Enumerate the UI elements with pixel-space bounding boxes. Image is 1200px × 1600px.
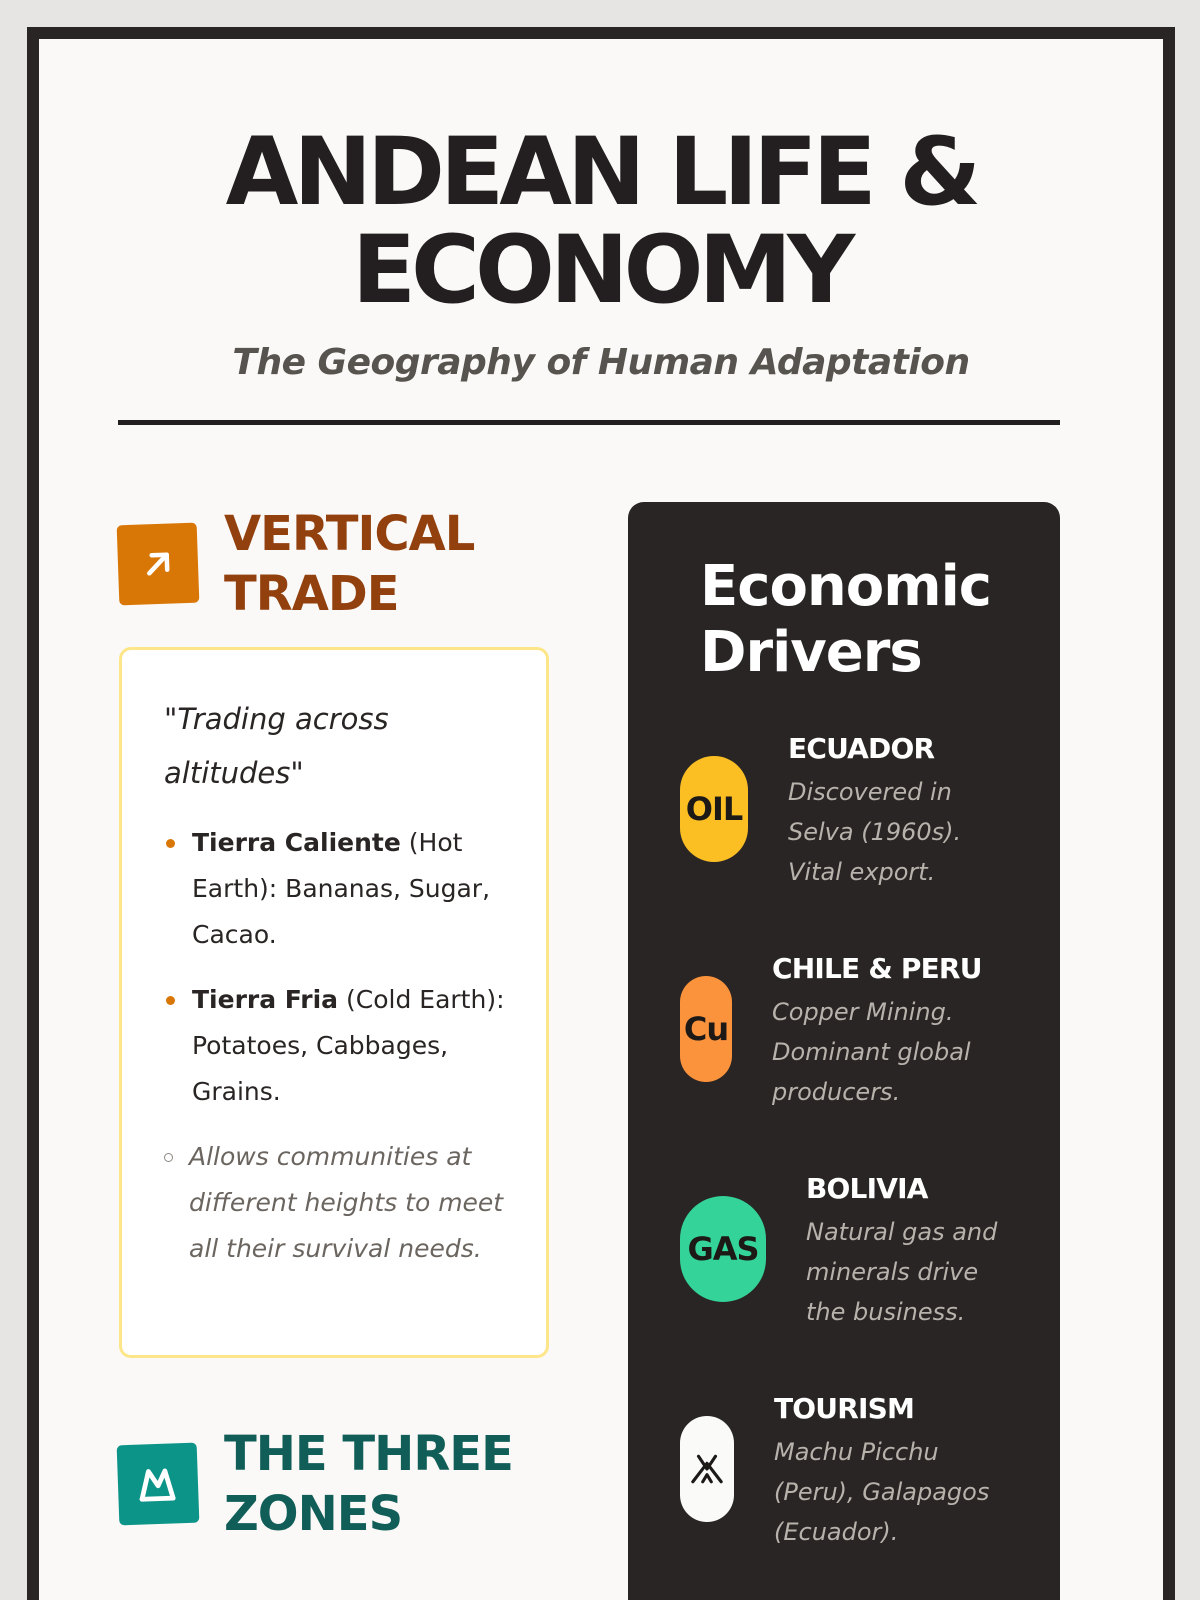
driver-ecuador <box>680 732 961 892</box>
infographic-sheet <box>27 27 1175 1600</box>
driver-desc: Discovered in Selva (1960s). Vital export. <box>788 778 962 886</box>
vertical-trade-title: VERTICAL TRADE <box>224 506 475 622</box>
title-line-2: ECONOMY <box>351 216 851 325</box>
vertical-trade-card <box>119 647 549 1358</box>
driver-name: BOLIVIA <box>806 1172 928 1205</box>
arrow-up-right-icon <box>117 523 200 606</box>
driver-desc: Machu Picchu (Peru), Galapagos (Ecuador). <box>774 1438 990 1546</box>
tent-icon <box>680 1416 734 1522</box>
list-item: Tierra Caliente (Hot Earth): Bananas, Sugar, Cacao. <box>164 820 506 958</box>
driver-name: CHILE & PERU <box>772 952 982 985</box>
driver-tourism <box>680 1392 989 1552</box>
gas-badge: GAS <box>680 1196 766 1302</box>
driver-chile-peru <box>680 952 982 1112</box>
trade-list <box>164 820 506 1272</box>
driver-name: ECUADOR <box>788 732 935 765</box>
driver-desc: Natural gas and minerals drive the business. <box>806 1218 998 1326</box>
title-line-1: ANDEAN LIFE & <box>225 118 977 227</box>
page-subtitle: The Geography of Human Adaptation <box>232 342 970 383</box>
copper-badge: Cu <box>680 976 732 1082</box>
driver-bolivia <box>680 1172 997 1332</box>
list-item: Tierra Fria (Cold Earth): Potatoes, Cabbages, Grains. <box>164 977 506 1115</box>
title-divider <box>118 420 1060 425</box>
economic-drivers-title: Economic Drivers <box>700 554 992 685</box>
driver-desc: Copper Mining. Dominant global producers. <box>772 998 971 1106</box>
mountain-icon <box>117 1443 200 1526</box>
trade-note: Allows communities at different heights to meet all their survival needs. <box>164 1134 506 1272</box>
page-title <box>39 118 1163 325</box>
driver-name: TOURISM <box>774 1392 915 1425</box>
economic-drivers-panel <box>628 502 1060 1600</box>
oil-badge: OIL <box>680 756 748 862</box>
three-zones-title: THE THREE ZONES <box>224 1426 513 1542</box>
trade-quote: "Trading across altitudes" <box>164 702 389 790</box>
three-zones-heading <box>118 1424 513 1544</box>
vertical-trade-heading <box>118 504 474 624</box>
